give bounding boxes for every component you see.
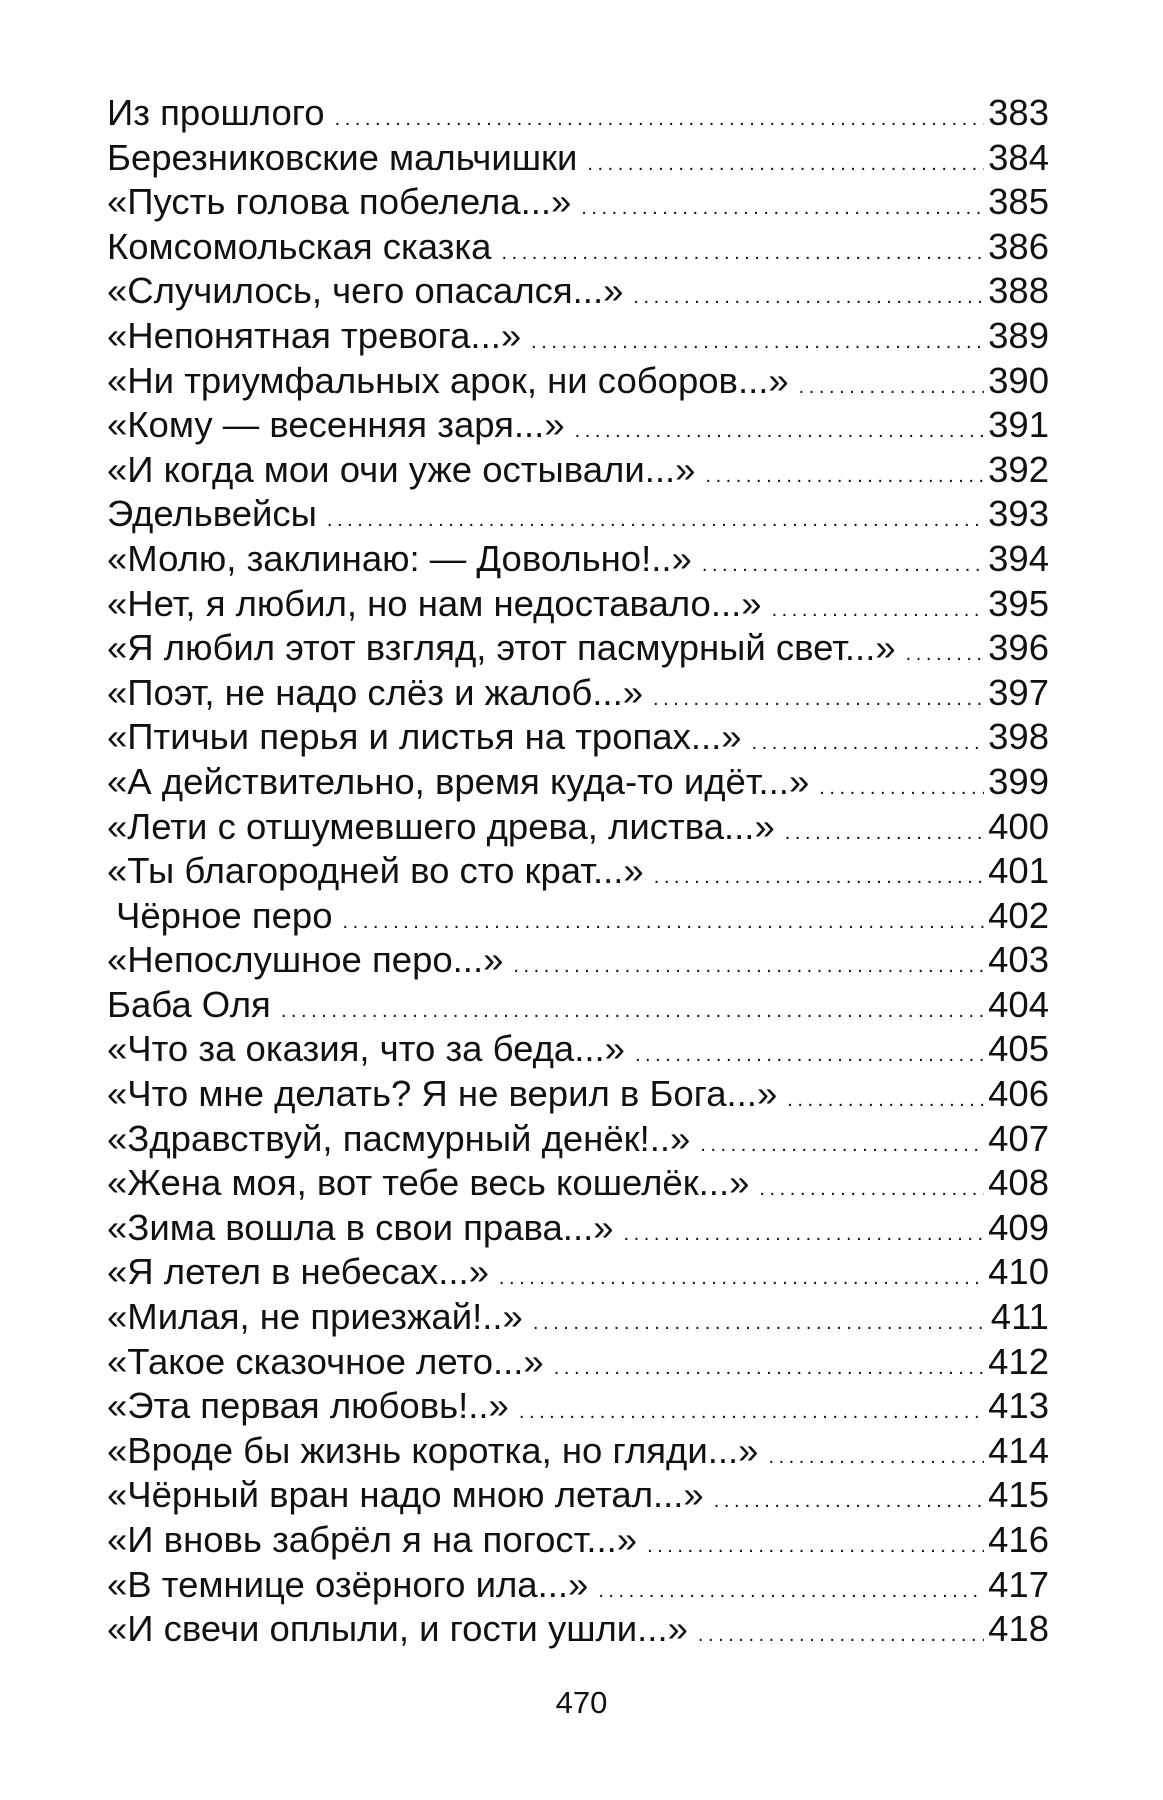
- toc-entry-page: 413: [988, 1385, 1049, 1427]
- dot-leader: [653, 671, 984, 722]
- toc-entry: [107, 671, 1049, 716]
- toc-entry-page: 393: [988, 493, 1049, 535]
- toc-entry: [107, 1206, 1049, 1251]
- dot-leader: [698, 1607, 984, 1658]
- toc-entry: [107, 1340, 1049, 1385]
- toc-entry-page: 416: [988, 1519, 1049, 1560]
- toc-entry-page: 406: [988, 1073, 1049, 1115]
- toc-entry-title: «Жена моя, вот тебе весь кошелёк...»: [107, 1162, 750, 1204]
- toc-entry: [107, 225, 1049, 270]
- dot-leader: [772, 582, 985, 633]
- toc-entry-page: 398: [988, 716, 1049, 758]
- dot-leader: [501, 225, 984, 276]
- dot-leader: [624, 1206, 985, 1257]
- dot-leader: [554, 1340, 984, 1391]
- toc-entry-title: «Милая, не приезжай!..»: [107, 1296, 523, 1338]
- toc-entry-title: «Непослушное перо...»: [107, 939, 504, 981]
- toc-entry: [107, 403, 1049, 448]
- dot-leader: [799, 359, 984, 410]
- dot-leader: [752, 715, 985, 766]
- dot-leader: [581, 180, 984, 231]
- dot-leader: [335, 91, 985, 142]
- dot-leader: [705, 448, 984, 499]
- toc-entry: [107, 91, 1049, 136]
- toc-entry-page: 397: [988, 671, 1049, 713]
- toc-entry-page: 409: [988, 1206, 1049, 1248]
- toc-entry: [107, 537, 1049, 582]
- toc-entry-title: «Здравствуй, пасмурный денёк!..»: [107, 1117, 691, 1159]
- toc-entry-page: 400: [988, 805, 1049, 847]
- toc-entry: [107, 760, 1049, 805]
- toc-entry-page: 405: [988, 1028, 1049, 1070]
- toc-entry-page: 417: [988, 1563, 1049, 1605]
- toc-entry-page: 399: [988, 760, 1049, 802]
- toc-entry-page: 392: [988, 448, 1049, 490]
- toc-entry-title: «Птичьи перья и листья на тропах...»: [107, 716, 742, 758]
- toc-entry-page: 401: [988, 850, 1049, 892]
- dot-leader: [499, 1250, 984, 1301]
- toc-entry-title: «Случилось, чего опасался...»: [107, 270, 624, 312]
- toc-entry: [107, 983, 1049, 1028]
- dot-leader: [768, 1429, 984, 1480]
- toc-entry-title: «Что за оказия, что за беда...»: [107, 1028, 625, 1070]
- toc-entry-page: 404: [988, 983, 1049, 1025]
- toc-entry-page: 395: [988, 582, 1049, 624]
- dot-leader: [343, 894, 985, 945]
- dot-leader: [654, 849, 984, 900]
- toc-entry-title: «Вроде бы жизнь коротка, но гляди...»: [107, 1429, 759, 1471]
- toc-entry-page: 410: [988, 1251, 1049, 1293]
- toc-entry-page: 385: [988, 181, 1049, 223]
- toc-entry: [107, 314, 1049, 359]
- toc-entry-title: «Поэт, не надо слёз и жалоб...»: [107, 671, 644, 713]
- toc-entry-page: 403: [988, 939, 1049, 981]
- toc-entry-page: 384: [988, 136, 1049, 178]
- dot-leader: [587, 136, 984, 187]
- dot-leader: [759, 1161, 984, 1212]
- dot-leader: [819, 760, 984, 811]
- toc-entry-page: 389: [988, 314, 1049, 356]
- toc-entry-page: 402: [988, 894, 1049, 936]
- toc-entry: [107, 1072, 1049, 1117]
- dot-leader: [513, 938, 984, 989]
- toc-entry-title: «Непонятная тревога...»: [107, 314, 522, 356]
- toc-entry-page: 415: [988, 1474, 1049, 1516]
- toc-entry: [107, 805, 1049, 850]
- toc-entry: [107, 1518, 1049, 1563]
- toc-entry: [107, 1117, 1049, 1162]
- dot-leader: [519, 1384, 984, 1435]
- toc-entry-title: «И когда мои очи уже остывали...»: [107, 448, 696, 490]
- toc-entry-title: «В темнице озёрного ила...»: [107, 1563, 589, 1605]
- dot-leader: [785, 805, 984, 856]
- toc-entry-title: «Молю, заклинаю: — Довольно!..»: [107, 537, 692, 579]
- toc-entry: [107, 136, 1049, 181]
- toc-entry: [107, 1429, 1049, 1474]
- toc-entry: [107, 448, 1049, 493]
- toc-entry-page: 408: [988, 1162, 1049, 1204]
- toc-entry: [107, 1384, 1049, 1429]
- toc-entry-title: «И вновь забрёл я на погост...»: [107, 1519, 638, 1560]
- toc-entry-title: «А действительно, время куда-то идёт...»: [107, 760, 810, 802]
- toc-entry: [107, 715, 1049, 760]
- toc-entry-title: «Эта первая любовь!..»: [107, 1385, 509, 1427]
- toc-entry: [107, 1295, 1049, 1340]
- dot-leader: [700, 1117, 984, 1168]
- toc-entry-title: «Чёрный вран надо мною летал...»: [107, 1474, 704, 1516]
- toc-entry-title: «Нет, я любил, но нам недоставало...»: [107, 582, 762, 624]
- toc-entry-title: «Кому — весенняя заря...»: [107, 404, 565, 446]
- toc-entry: [107, 1563, 1049, 1608]
- dot-leader: [575, 403, 984, 454]
- toc-entry: [107, 1473, 1049, 1518]
- toc-entry-page: 388: [988, 270, 1049, 312]
- dot-leader: [633, 269, 984, 320]
- toc-entry-page: 394: [988, 537, 1049, 579]
- dot-leader: [702, 537, 984, 588]
- toc-entry-page: 411: [990, 1296, 1049, 1338]
- toc-entry: [107, 849, 1049, 894]
- toc-entry-title: «Пусть голова побелела...»: [107, 181, 572, 223]
- toc-entry-title: «Что мне делать? Я не верил в Бога...»: [107, 1073, 778, 1115]
- toc-entry-title: «Лети с отшумевшего древа, листва...»: [107, 805, 775, 847]
- toc-entry-page: 407: [988, 1117, 1049, 1159]
- toc-entry: [107, 582, 1049, 627]
- toc-entry-page: 390: [988, 359, 1049, 401]
- dot-leader: [647, 1518, 984, 1569]
- toc-entry-title: «Ни триумфальных арок, ни соборов...»: [107, 359, 789, 401]
- dot-leader: [533, 1295, 987, 1346]
- page-number: 470: [555, 1685, 608, 1720]
- toc-entry-page: 412: [988, 1340, 1049, 1382]
- toc-entry: [107, 1027, 1049, 1072]
- toc-entry-title: «Зима вошла в свои права...»: [107, 1206, 614, 1248]
- toc-entry: [107, 359, 1049, 404]
- dot-leader: [906, 626, 984, 677]
- toc-entry-title: Чёрное перо: [116, 894, 333, 936]
- dot-leader: [787, 1072, 984, 1123]
- toc-entry-title: Баба Оля: [107, 983, 271, 1025]
- toc-entry-title: «И свечи оплыли, и гости ушли...»: [107, 1608, 688, 1650]
- toc-entry-title: «Я любил этот взгляд, этот пасмурный свет...»: [107, 627, 896, 669]
- toc-entry: [107, 626, 1049, 671]
- toc-entry-page: 418: [988, 1608, 1049, 1650]
- toc-entry: [107, 938, 1049, 983]
- toc-entry: [107, 180, 1049, 225]
- toc-entry: [107, 269, 1049, 314]
- dot-leader: [281, 983, 984, 1034]
- table-of-contents: [107, 91, 1049, 1652]
- toc-entry-title: Березниковские мальчишки: [107, 136, 578, 178]
- toc-entry: [107, 1250, 1049, 1295]
- toc-entry-page: 396: [988, 627, 1049, 669]
- toc-entry-title: Эдельвейсы: [107, 493, 317, 535]
- dot-leader: [635, 1027, 984, 1078]
- dot-leader: [714, 1473, 984, 1524]
- dot-leader: [531, 314, 984, 365]
- toc-entry-title: Из прошлого: [107, 92, 325, 133]
- toc-entry-page: 383: [988, 92, 1049, 133]
- toc-entry-title: «Я летел в небесах...»: [107, 1251, 489, 1293]
- toc-entry-page: 386: [988, 225, 1049, 267]
- dot-leader: [327, 492, 984, 543]
- toc-entry: [107, 492, 1049, 537]
- toc-entry-page: 414: [988, 1429, 1049, 1471]
- toc-entry-title: Комсомольская сказка: [107, 225, 492, 267]
- toc-entry: [107, 1161, 1049, 1206]
- toc-entry: [107, 894, 1049, 939]
- toc-entry-title: «Ты благородней во сто крат...»: [107, 850, 644, 892]
- dot-leader: [598, 1563, 984, 1614]
- toc-entry-page: 391: [988, 404, 1049, 446]
- toc-entry: [107, 1607, 1049, 1652]
- toc-entry-title: «Такое сказочное лето...»: [107, 1340, 544, 1382]
